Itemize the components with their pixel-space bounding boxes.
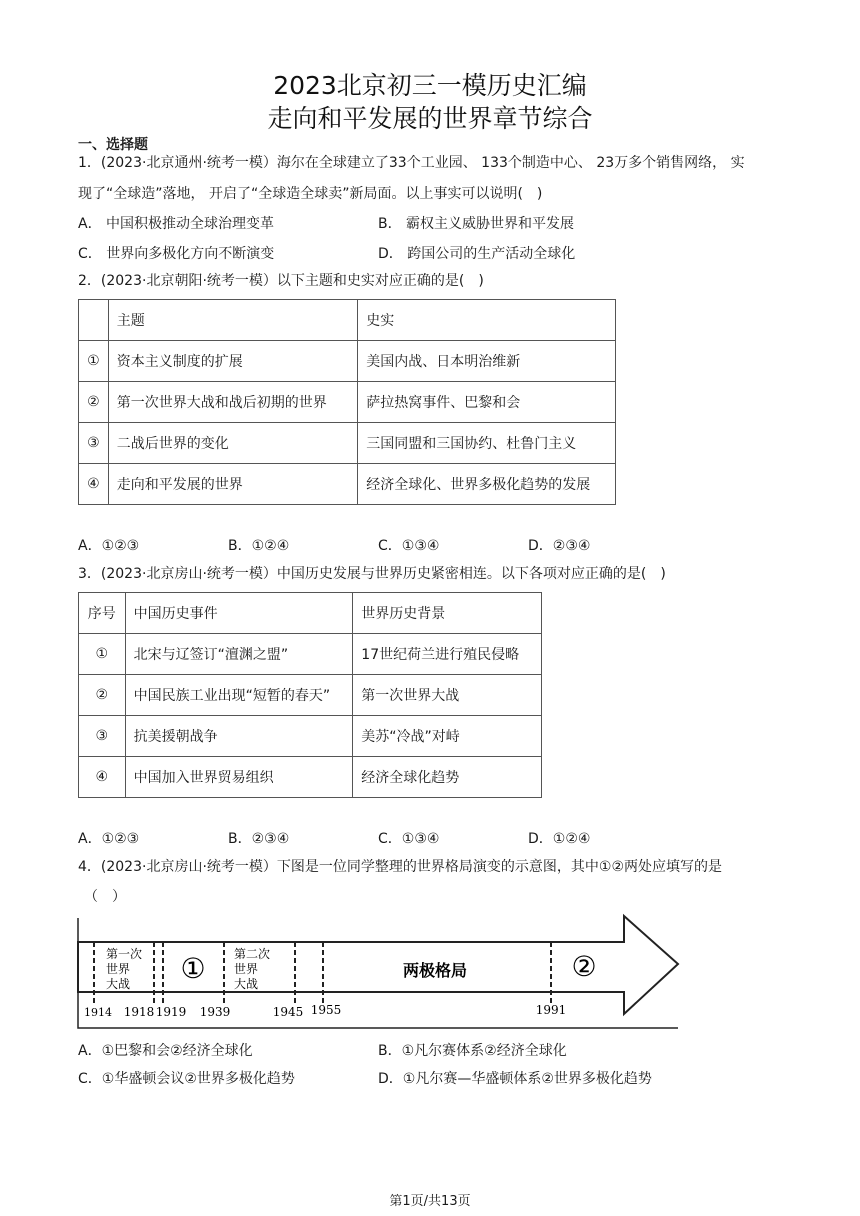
ww1-label-line3: 大战 xyxy=(105,977,131,991)
year-label: 1991 xyxy=(535,1003,567,1017)
q4-option-b[interactable]: B．①凡尔赛体系②经济全球化 xyxy=(378,1043,567,1059)
blank-mark-1: ① xyxy=(180,952,206,985)
table-header: 世界历史背景 xyxy=(353,593,542,634)
table-cell: ④ xyxy=(79,757,126,798)
table-header-row xyxy=(79,300,616,341)
table-cell: 中国民族工业出现“短暂的春天” xyxy=(125,675,353,716)
ww2-label-line2: 世界 xyxy=(233,962,259,976)
table-cell: 17世纪荷兰进行殖民侵略 xyxy=(353,634,542,675)
table-cell: 美国内战、日本明治维新 xyxy=(358,341,616,382)
q2-stem: 2．(2023·北京朝阳·统考一模）以下主题和史实对应正确的是( ) xyxy=(78,273,484,289)
q3-stem: 3．(2023·北京房山·统考一模）中国历史发展与世界历史紧密相连。以下各项对应正确的是( ) xyxy=(78,566,666,582)
table-cell: 美苏“冷战”对峙 xyxy=(353,716,542,757)
q2-option-a[interactable]: A．①②③ xyxy=(78,538,140,554)
table-cell: 资本主义制度的扩展 xyxy=(108,341,358,382)
ww1-label-line1: 第一次 xyxy=(105,947,143,961)
table-cell: 萨拉热窝事件、巴黎和会 xyxy=(358,382,616,423)
document-subtitle: 走向和平发展的世界章节综合 xyxy=(267,104,593,133)
q4-stem-line1: 4．(2023·北京房山·统考一模）下图是一位同学整理的世界格局演变的示意图，其中①②两处应填写的是 xyxy=(78,859,722,875)
table-cell: ③ xyxy=(79,716,126,757)
q1-option-d[interactable]: D． 跨国公司的生产活动全球化 xyxy=(378,246,576,262)
table-cell: 北宋与辽签订“澶渊之盟” xyxy=(125,634,353,675)
world-pattern-timeline-diagram xyxy=(76,912,682,1032)
table-cell: ① xyxy=(79,634,126,675)
table-row xyxy=(79,634,542,675)
table-row xyxy=(79,716,542,757)
table-cell: 抗美援朝战争 xyxy=(125,716,353,757)
table-cell: 三国同盟和三国协约、杜鲁门主义 xyxy=(358,423,616,464)
bipolar-pattern-label: 两极格局 xyxy=(402,961,468,980)
year-label: 1914 xyxy=(84,1006,112,1019)
table-row xyxy=(79,423,616,464)
blank-mark-2: ② xyxy=(571,950,597,983)
q3-option-d[interactable]: D．①②④ xyxy=(528,831,591,847)
q3-option-b[interactable]: B．②③④ xyxy=(228,831,290,847)
table-cell: 经济全球化、世界多极化趋势的发展 xyxy=(358,464,616,505)
q3-option-c[interactable]: C．①③④ xyxy=(378,831,440,847)
q1-stem-line1: 1．(2023·北京通州·统考一模）海尔在全球建立了33个工业园、 133个制造中心、 23万多个销售网络， 实 xyxy=(78,155,745,171)
ww2-label-line1: 第二次 xyxy=(233,947,271,961)
table-header-row xyxy=(79,593,542,634)
table-cell: 第一次世界大战和战后初期的世界 xyxy=(108,382,358,423)
page-footer: 第1页/共13页 xyxy=(389,1194,471,1209)
year-label: 1919 xyxy=(155,1005,187,1019)
q1-option-c[interactable]: C． 世界向多极化方向不断演变 xyxy=(78,246,275,262)
table-cell: ③ xyxy=(79,423,109,464)
table-cell: ① xyxy=(79,341,109,382)
q1-stem-line2: 现了“全球造”落地， 开启了“全球造全球卖”新局面。以上事实可以说明( ) xyxy=(78,186,543,202)
q3-option-a[interactable]: A．①②③ xyxy=(78,831,140,847)
table-header: 主题 xyxy=(108,300,358,341)
q4-stem-line2: （ ） xyxy=(84,889,126,905)
section-heading: 一、选择题 xyxy=(78,137,148,153)
table-row xyxy=(79,382,616,423)
table-cell: ② xyxy=(79,675,126,716)
q2-table xyxy=(78,299,616,505)
table-cell: 经济全球化趋势 xyxy=(353,757,542,798)
ww1-label-line2: 世界 xyxy=(105,962,131,976)
table-row xyxy=(79,464,616,505)
q4-option-d[interactable]: D．①凡尔赛—华盛顿体系②世界多极化趋势 xyxy=(378,1071,652,1087)
table-cell: ② xyxy=(79,382,109,423)
table-cell: 二战后世界的变化 xyxy=(108,423,358,464)
year-label: 1939 xyxy=(199,1005,231,1019)
year-label: 1945 xyxy=(272,1005,304,1019)
q3-table xyxy=(78,592,542,798)
table-cell: ④ xyxy=(79,464,109,505)
table-row xyxy=(79,675,542,716)
table-header: 中国历史事件 xyxy=(125,593,353,634)
q2-option-b[interactable]: B．①②④ xyxy=(228,538,290,554)
q4-option-c[interactable]: C．①华盛顿会议②世界多极化趋势 xyxy=(78,1071,295,1087)
q2-option-c[interactable]: C．①③④ xyxy=(378,538,440,554)
document-title: 2023北京初三一模历史汇编 xyxy=(273,71,587,100)
table-header xyxy=(79,300,109,341)
ww2-label-line3: 大战 xyxy=(233,977,259,991)
table-cell: 中国加入世界贸易组织 xyxy=(125,757,353,798)
q4-option-a[interactable]: A．①巴黎和会②经济全球化 xyxy=(78,1043,253,1059)
q2-option-d[interactable]: D．②③④ xyxy=(528,538,591,554)
table-row xyxy=(79,341,616,382)
table-cell: 走向和平发展的世界 xyxy=(108,464,358,505)
q1-option-b[interactable]: B． 霸权主义威胁世界和平发展 xyxy=(378,216,575,232)
table-row xyxy=(79,757,542,798)
year-label: 1918 xyxy=(123,1005,155,1019)
table-header: 序号 xyxy=(79,593,126,634)
year-label: 1955 xyxy=(310,1003,342,1017)
table-header: 史实 xyxy=(358,300,616,341)
timeline-dividers xyxy=(94,942,551,1004)
q1-option-a[interactable]: A． 中国积极推动全球治理变革 xyxy=(78,216,275,232)
table-cell: 第一次世界大战 xyxy=(353,675,542,716)
